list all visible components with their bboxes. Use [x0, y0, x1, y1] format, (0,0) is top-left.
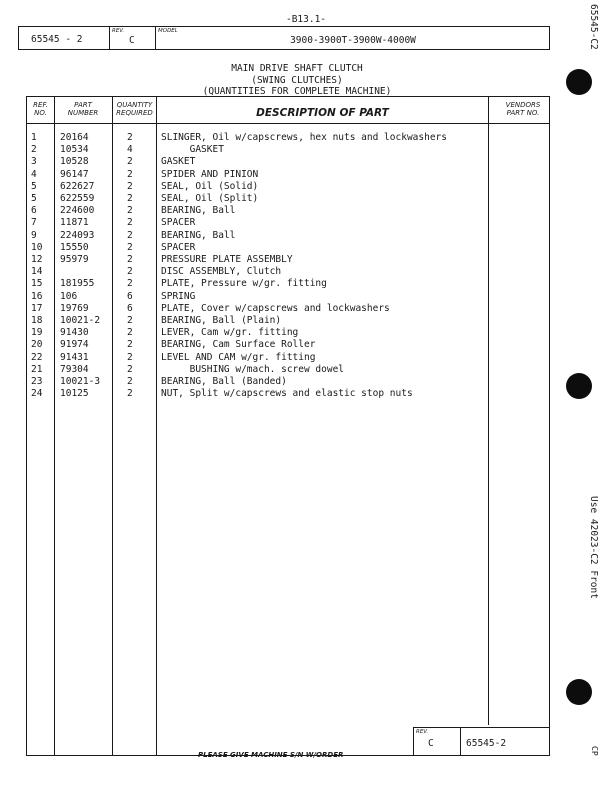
cell-ref: 20: [31, 339, 43, 351]
table-row: [26, 181, 550, 193]
cell-ref: 5: [31, 193, 37, 204]
header-vendor-part: VENDORS PART NO.: [505, 101, 541, 117]
cell-quantity: 2: [127, 339, 133, 351]
table-row: [26, 254, 550, 266]
table-row: [26, 364, 550, 376]
cell-quantity: 2: [127, 266, 133, 278]
punch-hole-bottom: [566, 679, 592, 705]
bottom-info-block: [413, 727, 550, 756]
table-row: [26, 169, 550, 181]
cell-quantity: 2: [127, 217, 133, 229]
cell-quantity: 2: [127, 156, 133, 168]
cell-ref: 6: [31, 205, 37, 217]
cell-description: GASKET: [161, 156, 196, 168]
margin-top-code: 65545-C2: [588, 4, 599, 50]
table-row: [26, 315, 550, 327]
top-rev-value: C: [129, 35, 135, 46]
table-row: [26, 303, 550, 315]
cell-ref: 4: [31, 168, 37, 180]
cell-ref: 21: [31, 363, 43, 375]
cell-part-number: 91431: [60, 351, 89, 363]
quantities-note: (QUANTITIES FOR COMPLETE MACHINE): [202, 86, 392, 97]
cell-ref: 14: [31, 266, 43, 278]
table-row: [26, 230, 550, 242]
cell-description: NUT, Split w/capscrews and elastic stop nuts: [161, 388, 413, 400]
cell-description: LEVER, Cam w/gr. fitting: [161, 327, 299, 339]
table-row: [26, 376, 550, 388]
cell-quantity: 2: [127, 205, 133, 217]
table-row: [26, 132, 550, 144]
cell-part-number: 224093: [60, 229, 95, 241]
cell-quantity: 2: [127, 168, 133, 180]
cell-ref: 15: [31, 278, 43, 290]
cell-description: LEVEL AND CAM w/gr. fitting: [161, 351, 316, 363]
cell-description: SPACER: [161, 241, 196, 253]
cell-ref: 23: [31, 376, 43, 387]
table-row: [26, 278, 550, 290]
cell-ref: 2: [31, 144, 37, 156]
table-row: [26, 388, 550, 400]
table-row: [26, 144, 550, 156]
cell-part-number: 91974: [60, 339, 89, 351]
cell-part-number: 79304: [60, 363, 89, 375]
cell-description: SEAL, Oil (Solid): [161, 180, 259, 192]
cell-quantity: 2: [127, 327, 133, 339]
table-row: [26, 266, 550, 278]
cell-ref: 22: [31, 351, 43, 363]
cell-description: PRESSURE PLATE ASSEMBLY: [161, 254, 293, 265]
cell-ref: 9: [31, 229, 37, 241]
punch-hole-middle: [566, 373, 592, 399]
bottom-rev-label: REV.: [416, 729, 429, 735]
cell-part-number: 20164: [60, 132, 89, 143]
cell-part-number: 106: [60, 290, 78, 302]
cell-ref: 7: [31, 217, 37, 229]
cell-quantity: 2: [127, 376, 133, 387]
footer-note: PLEASE GIVE MACHINE S/N W/ORDER: [198, 751, 344, 759]
cell-description: BEARING, Ball (Banded): [161, 376, 287, 387]
cell-part-number: 10021-2: [60, 315, 101, 326]
cell-description: BEARING, Cam Surface Roller: [161, 339, 316, 351]
table-row: [26, 156, 550, 168]
header-ref-no: REF. NO.: [33, 101, 48, 117]
cell-part-number: 10021-3: [60, 376, 101, 387]
table-row: [26, 291, 550, 303]
bottom-rev-value: C: [428, 738, 434, 749]
cell-quantity: 2: [127, 278, 133, 290]
punch-hole-top: [566, 69, 592, 95]
cell-description: SPIDER AND PINION: [161, 168, 259, 180]
margin-side-note: Use 42023-C2 Front: [588, 496, 599, 599]
cell-quantity: 2: [127, 388, 133, 400]
cell-quantity: 2: [127, 193, 133, 204]
parts-rows: [26, 96, 550, 496]
cell-ref: 16: [31, 290, 43, 302]
cell-description: SEAL, Oil (Split): [161, 193, 259, 204]
cell-ref: 18: [31, 315, 43, 326]
cell-quantity: 2: [127, 363, 133, 375]
header-quantity: QUANTITY REQUIRED: [116, 101, 153, 117]
page-number: -B13.1-: [285, 14, 327, 25]
cell-part-number: 181955: [60, 278, 95, 290]
table-row: [26, 217, 550, 229]
cell-description: BEARING, Ball (Plain): [161, 315, 282, 326]
cell-part-number: 15550: [60, 241, 89, 253]
cell-ref: 17: [31, 302, 43, 314]
top-doc-number: 65545 - 2: [31, 34, 83, 45]
cell-quantity: 6: [127, 302, 133, 314]
cell-part-number: 10534: [60, 144, 89, 156]
cell-part-number: 11871: [60, 217, 89, 229]
cell-quantity: 2: [127, 132, 133, 143]
header-description: DESCRIPTION OF PART: [256, 107, 389, 119]
top-rev-label: REV.: [112, 28, 125, 34]
cell-part-number: 224600: [60, 205, 95, 217]
table-row: [26, 205, 550, 217]
cell-description: PLATE, Pressure w/gr. fitting: [161, 278, 327, 290]
cell-description: DISC ASSEMBLY, Clutch: [161, 266, 282, 278]
table-row: [26, 339, 550, 351]
cell-quantity: 2: [127, 241, 133, 253]
header-part-number: PART NUMBER: [67, 101, 99, 117]
cell-part-number: 96147: [60, 168, 89, 180]
margin-bottom-code: CP: [590, 746, 599, 756]
cell-part-number: 622627: [60, 180, 95, 192]
cell-ref: 3: [31, 156, 37, 168]
cell-quantity: 2: [127, 254, 133, 265]
cell-description: SPACER: [161, 217, 196, 229]
cell-ref: 10: [31, 241, 43, 253]
cell-ref: 24: [31, 388, 43, 400]
cell-ref: 1: [31, 132, 37, 143]
cell-description: BUSHING w/mach. screw dowel: [161, 363, 345, 375]
table-row: [26, 193, 550, 205]
cell-quantity: 2: [127, 229, 133, 241]
cell-part-number: 95979: [60, 254, 89, 265]
bottom-doc-number: 65545-2: [466, 738, 507, 749]
table-row: [26, 242, 550, 254]
cell-description: SLINGER, Oil w/capscrews, hex nuts and lockwashers: [161, 132, 447, 143]
cell-description: BEARING, Ball: [161, 229, 236, 241]
cell-description: BEARING, Ball: [161, 205, 236, 217]
table-row: [26, 352, 550, 364]
cell-quantity: 2: [127, 315, 133, 326]
cell-part-number: 19769: [60, 302, 89, 314]
cell-quantity: 4: [127, 144, 133, 156]
cell-quantity: 6: [127, 290, 133, 302]
cell-part-number: 91430: [60, 327, 89, 339]
section-title: MAIN DRIVE SHAFT CLUTCH: [231, 63, 363, 74]
top-info-block: [18, 26, 550, 50]
cell-description: GASKET: [161, 144, 224, 156]
model-label: MODEL: [158, 28, 178, 34]
table-row: [26, 327, 550, 339]
cell-part-number: 622559: [60, 193, 95, 204]
cell-ref: 12: [31, 254, 43, 265]
cell-quantity: 2: [127, 351, 133, 363]
section-subtitle: (SWING CLUTCHES): [251, 75, 343, 86]
cell-part-number: 10528: [60, 156, 89, 168]
model-value: 3900-3900T-3900W-4000W: [290, 35, 416, 46]
cell-ref: 5: [31, 180, 37, 192]
cell-ref: 19: [31, 327, 43, 339]
cell-description: PLATE, Cover w/capscrews and lockwashers: [161, 302, 390, 314]
cell-part-number: 10125: [60, 388, 89, 400]
cell-quantity: 2: [127, 180, 133, 192]
cell-description: SPRING: [161, 290, 196, 302]
